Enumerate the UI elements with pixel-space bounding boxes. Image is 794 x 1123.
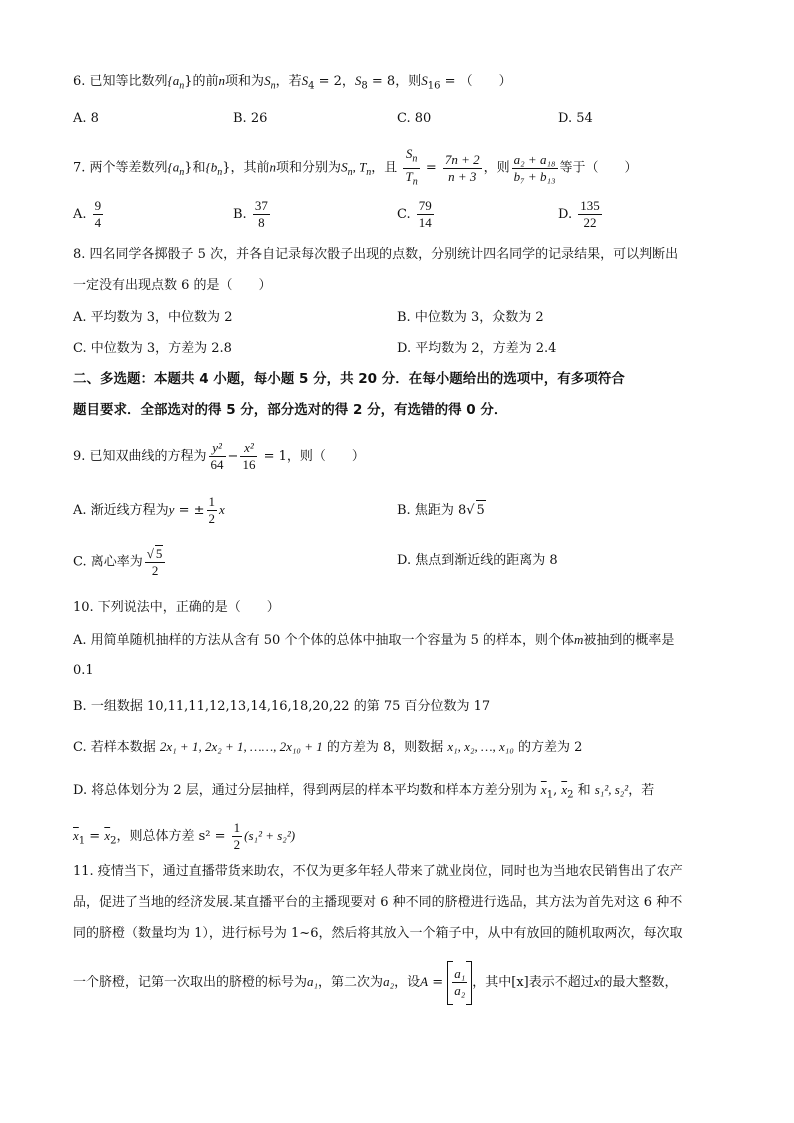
q6-option-b: B. 26 <box>233 111 268 126</box>
q10-option-c: C. 若样本数据 2x₁ + 1, 2x₂ + 1, ……, 2x₁₀ + 1 的方差为 8，则数据 x₁, x₂, …, x₁₀ 的方差为 2 <box>73 739 583 755</box>
q6-option-d: D. 54 <box>558 111 593 126</box>
q10-option-a-line1: A. 用简单随机抽样的方法从含有 50 个个体的总体中抽取一个容量为 5 的样本，则个体m被抽到的概率是 <box>73 632 675 648</box>
q7-ratio-ab: $\frac{\text{a₂ + a₁₈}}{\text{b₇ + b₁₃}}$ <box>513 151 556 184</box>
q7-option-c: C. $\frac{79}{14}$ <box>397 198 432 230</box>
section-heading-line1: 二、多选题：本题共 4 小题，每小题 5 分，共 20 分．在每小题给出的选项中，有多项符合 <box>73 371 625 387</box>
q8-option-d: D. 平均数为 2，方差为 2.4 <box>397 341 557 356</box>
q9-option-a: A. 渐近线方程为y = ± $\frac{1}{2}$ x <box>73 494 225 526</box>
q7-ratio-expr: $\frac{7n + 2}{n + 3}$ <box>444 151 480 184</box>
q7-option-a: A. $\frac{9}{4}$ <box>73 198 102 230</box>
q11-stem-line2: 品，促进了当地的经济发展.某直播平台的主播现要对 6 种不同的脐橙进行选品，其方法为首先对这 6 种不 <box>73 895 683 910</box>
q8-option-c: C. 中位数为 3，方差为 2.8 <box>73 341 232 356</box>
q10-option-d-line1: D. 将总体划分为 2 层，通过分层抽样，得到两层的样本平均数和样本方差分别为 $\overline{x}_1$, $\overline{x}_2$ 和 s₁², s₂²，若 <box>73 782 655 801</box>
q11-stem-line1: 11. 疫情当下，通过直播带货来助农，不仅为更多年轻人带来了就业岗位，同时也为当地农民销售出了农产 <box>73 864 683 879</box>
q10-option-d-line2: $\overline{x}_1 = \overline{x}_2$，则总体方差 s² = $\frac{1}{2}$ (s₁² + s₂²) <box>73 820 296 852</box>
floor-bracket: $\frac{\text{a₁}}{\text{a₂}}$ <box>447 961 472 1005</box>
q10-option-a-line2: 0.1 <box>73 663 94 678</box>
q9-option-b: B. 焦距为 8√ 5 <box>397 500 486 521</box>
q9-option-c: C. 离心率为 $\frac{√ 5}{2}$ <box>73 545 167 579</box>
q10-option-b: B. 一组数据 10,11,11,12,13,14,16,18,20,22 的第 75 百分位数为 17 <box>73 699 491 714</box>
q8-option-b: B. 中位数为 3，众数为 2 <box>397 310 544 325</box>
q11-stem-line3: 同的脐橙（数量均为 1），进行标号为 1~6，然后将其放入一个箱子中，从中有放回的随机取两次，每次取 <box>73 926 683 941</box>
q6-option-a: A. 8 <box>73 111 99 126</box>
q9-option-d: D. 焦点到渐近线的距离为 8 <box>397 553 558 568</box>
q10-stem: 10. 下列说法中，正确的是（ ） <box>73 600 280 615</box>
q6-stem: 6. 已知等比数列$\{a_n\}$的前n项和为$S_n$，若$S_4 = 2$，$S_8 = 8$，则$S_{16}$ = （ ） <box>73 73 512 92</box>
q7-option-d: D. $\frac{135}{22}$ <box>558 198 600 230</box>
q8-stem-line2: 一定没有出现点数 6 的是（ ） <box>73 278 272 293</box>
q7-option-b: B. $\frac{37}{8}$ <box>233 198 268 230</box>
q11-stem-line4: 一个脐橙，记第一次取出的脐橙的标号为a₁，第二次为a₂，设A = $\frac{\text{a₁}}{\text{a₂}}$ ，其中[x]表示不超过x的最大整数， <box>73 960 678 1005</box>
q9-stem: 9. 已知双曲线的方程为 $\frac{\text{y²}}{64}$ − $\frac{\text{x²}}{16}$ = 1，则（ ） <box>73 440 365 472</box>
q8-option-a: A. 平均数为 3，中位数为 2 <box>73 310 233 325</box>
q7-stem: 7. 两个等差数列$\{a_n\}$和$\{b_n\}$，其前n项和分别为$S_n$, $T_n$，且 $\frac{S_n}{T_n}$ = $\frac{7n + 2}{n + 3}$ ，则 $\frac{\text{a₂ + a₁₈}}{\text{b₇ + b₁₃}}$ 等于（ ） <box>73 146 638 190</box>
section-heading-line2: 题目要求．全部选对的得 5 分，部分选对的得 2 分，有选错的得 0 分． <box>73 402 508 418</box>
q8-stem-line1: 8. 四名同学各掷骰子 5 次，并各自记录每次骰子出现的点数，分别统计四名同学的记录结果，可以判断出 <box>73 247 679 262</box>
q7-ratio-st: $\frac{S_n}{T_n}$ <box>405 146 418 188</box>
q6-option-c: C. 80 <box>397 111 432 126</box>
